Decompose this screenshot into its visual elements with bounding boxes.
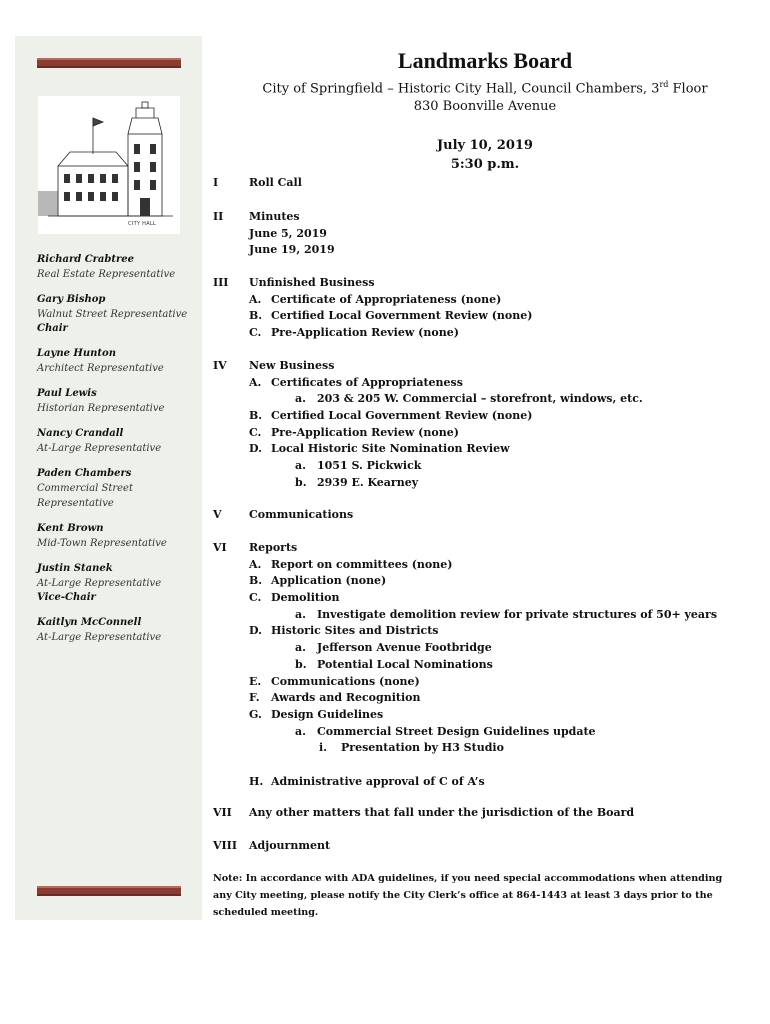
item-text: June 5, 2019 [249, 226, 327, 240]
agenda-item [249, 724, 749, 741]
item-text: Minutes [249, 210, 300, 223]
ada-note: Note: In accordance with ADA guidelines, if you need special accommodations when attending any City meeting, please notify the City Clerk’s office at 864-1443 at least 3 days prior to the scheduled meeting. [213, 873, 723, 918]
item-marker: C. [249, 591, 262, 605]
item-text: Local Historic Site Nomination Review [271, 442, 510, 456]
agenda-item [249, 707, 749, 724]
section-items [249, 540, 749, 790]
city-hall-illustration [38, 96, 180, 234]
member-name: Paul Lewis [37, 388, 97, 399]
item-marker: B. [249, 574, 263, 588]
member-role: At-Large Representative [37, 632, 162, 643]
item-marker: E. [249, 674, 262, 688]
board-member [37, 426, 197, 456]
agenda-item [249, 308, 749, 325]
agenda-item [249, 557, 749, 574]
hall-caption: CITY HALL [128, 221, 157, 227]
section-number: VIII [213, 839, 237, 852]
section-number: VI [213, 541, 227, 554]
agenda-item [249, 607, 749, 624]
agenda-item [249, 325, 749, 342]
agenda-item [249, 774, 749, 791]
board-member [37, 346, 197, 376]
item-marker: A. [249, 292, 262, 306]
agenda-item [249, 408, 749, 425]
member-role: Architect Representative [37, 363, 164, 374]
section-items [249, 507, 749, 524]
item-text: Certified Local Government Review (none) [271, 309, 533, 323]
item-text: 1051 S. Pickwick [317, 459, 422, 473]
member-role: Historian Representative [37, 403, 165, 414]
member-name: Kent Brown [37, 523, 104, 534]
item-text: Any other matters that fall under the jurisdiction of the Board [249, 806, 635, 819]
section-items [249, 838, 749, 855]
section-heading [249, 226, 749, 243]
section-heading [249, 838, 749, 855]
item-marker: H. [249, 774, 264, 788]
item-marker: D. [249, 624, 262, 638]
agenda-item [249, 573, 749, 590]
agenda-item [249, 657, 749, 674]
top-divider-bar [37, 58, 181, 68]
section-number: V [213, 508, 222, 521]
section-heading [249, 358, 749, 375]
section-number: III [213, 276, 229, 289]
member-name: Nancy Crandall [37, 428, 124, 439]
member-name: Paden Chambers [37, 468, 132, 479]
section-number: II [213, 210, 224, 223]
meeting-address: 830 Boonville Avenue [413, 99, 557, 114]
item-marker: a. [295, 724, 306, 738]
item-marker: a. [295, 459, 306, 473]
item-marker: i. [319, 741, 328, 755]
section-items [249, 275, 749, 342]
item-text: Certified Local Government Review (none) [271, 409, 533, 423]
item-text: Adjournment [249, 839, 331, 852]
item-text: Communications [249, 508, 354, 521]
member-role: At-Large Representative [37, 443, 162, 454]
member-title: Chair [37, 323, 68, 334]
item-marker: F. [249, 691, 260, 705]
item-text: Awards and Recognition [271, 691, 421, 705]
agenda-item [249, 375, 749, 392]
item-text: Presentation by H3 Studio [341, 741, 504, 755]
section-number: VII [213, 806, 232, 819]
section-heading [249, 209, 749, 226]
item-text: Communications (none) [271, 674, 420, 688]
board-member [37, 292, 197, 336]
board-member [37, 386, 197, 416]
member-role: Mid-Town Representative [37, 538, 167, 549]
section-number: IV [213, 359, 227, 372]
member-role: Real Estate Representative [37, 269, 176, 280]
agenda-item [249, 425, 749, 442]
item-text: June 19, 2019 [249, 243, 335, 257]
board-member [37, 615, 197, 645]
item-text: Historic Sites and Districts [271, 624, 439, 638]
meeting-date: July 10, 2019 [437, 138, 533, 153]
agenda-item [249, 441, 749, 458]
section-heading [249, 540, 749, 557]
agenda-item [249, 690, 749, 707]
page-title: Landmarks Board [397, 48, 573, 73]
meeting-time: 5:30 p.m. [450, 157, 520, 172]
section-items [249, 209, 749, 259]
section-items [249, 175, 749, 192]
agenda-item [249, 391, 749, 408]
agenda-item [249, 740, 749, 757]
sidebar [15, 36, 202, 920]
bottom-divider-bar [37, 886, 181, 896]
section-heading [249, 175, 749, 192]
item-text: 2939 E. Kearney [317, 475, 419, 489]
item-text: Certificates of Appropriateness [271, 375, 463, 389]
item-text: Report on committees (none) [271, 557, 453, 571]
item-text: Unfinished Business [249, 276, 375, 289]
member-name: Justin Stanek [37, 563, 113, 574]
section-number: I [213, 176, 219, 189]
location-floor: Floor [668, 81, 708, 97]
item-text: Design Guidelines [271, 707, 384, 721]
section-items [249, 805, 749, 822]
item-marker: B. [249, 309, 263, 323]
location-text: City of Springfield – Historic City Hall, Council Chambers, 3 [262, 81, 660, 97]
item-marker: a. [295, 641, 306, 655]
member-role: Commercial Street Representative [37, 483, 133, 509]
item-marker: A. [249, 557, 262, 571]
item-text: Certificate of Appropriateness (none) [271, 292, 502, 306]
member-title: Vice-Chair [37, 592, 96, 603]
board-members [37, 252, 197, 655]
member-name: Richard Crabtree [37, 254, 135, 265]
item-marker: a. [295, 607, 306, 621]
item-text: New Business [249, 359, 335, 372]
agenda-item [249, 623, 749, 640]
item-text: Administrative approval of C of A’s [271, 774, 485, 788]
agenda-item [249, 590, 749, 607]
item-text: Application (none) [271, 574, 387, 588]
item-text: 203 & 205 W. Commercial – storefront, windows, etc. [317, 392, 643, 406]
location-ordinal: rd [659, 80, 669, 89]
section-heading [249, 805, 749, 822]
agenda-item [249, 458, 749, 475]
board-member [37, 561, 197, 605]
item-text: Roll Call [249, 176, 302, 189]
agenda-item [249, 475, 749, 492]
item-text: Jefferson Avenue Footbridge [317, 641, 492, 655]
section-heading [249, 507, 749, 524]
agenda-item [249, 757, 749, 774]
board-member [37, 521, 197, 551]
member-role: Walnut Street Representative [37, 309, 188, 320]
item-text: Pre-Application Review (none) [271, 326, 459, 340]
item-text: Pre-Application Review (none) [271, 425, 459, 439]
member-name: Gary Bishop [37, 294, 106, 305]
section-heading [249, 242, 749, 259]
board-member [37, 466, 197, 511]
agenda-item [249, 640, 749, 657]
section-heading [249, 275, 749, 292]
board-member [37, 252, 197, 282]
member-role: At-Large Representative [37, 578, 162, 589]
item-marker: C. [249, 425, 262, 439]
member-name: Layne Hunton [37, 348, 116, 359]
item-marker: B. [249, 409, 263, 423]
item-marker: b. [295, 657, 307, 671]
section-items [249, 358, 749, 492]
item-text: Demolition [271, 591, 340, 605]
item-marker: A. [249, 375, 262, 389]
item-marker: G. [249, 707, 262, 721]
item-marker: D. [249, 442, 262, 456]
city-hall-drawing [38, 96, 180, 234]
item-marker: a. [295, 392, 306, 406]
agenda-item [249, 674, 749, 691]
item-text: Potential Local Nominations [317, 657, 493, 671]
meeting-location [200, 80, 770, 96]
item-text: Reports [249, 541, 298, 554]
item-marker: C. [249, 326, 262, 340]
item-text: Investigate demolition review for private structures of 50+ years [317, 607, 718, 621]
item-marker: b. [295, 475, 307, 489]
agenda-item [249, 292, 749, 309]
item-text: Commercial Street Design Guidelines update [317, 724, 596, 738]
member-name: Kaitlyn McConnell [37, 617, 142, 628]
